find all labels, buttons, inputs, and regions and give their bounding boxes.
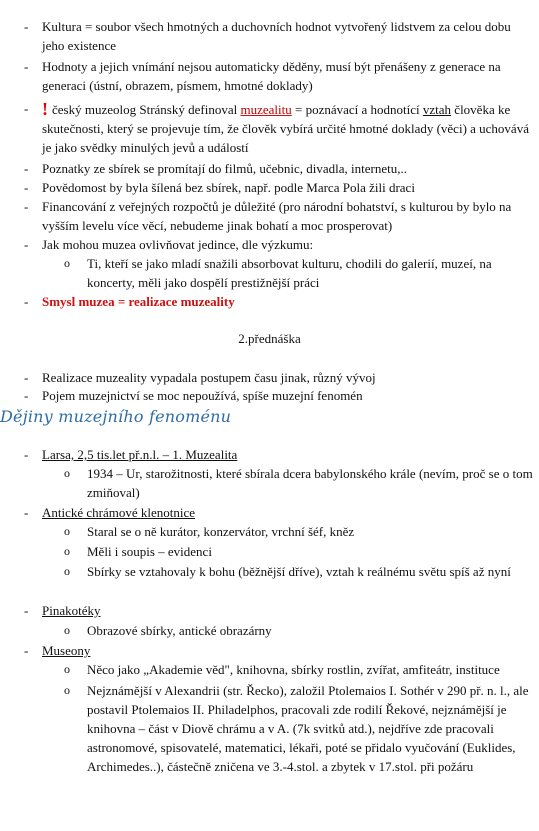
- circle-bullet: o: [64, 544, 70, 558]
- section-heading: Dějiny muzejního fenoménu: [0, 407, 232, 426]
- sub-list-item: o Nejznámější v Alexandrii (str. Řecko), založil Ptolemaios I. Sothér v 290 př. n. l., ale postavil Ptolemaios II. Philadelphos, pracovali zde rodilí Řekové, nejznámější je knihovna – část v Diově chrámu a v A. (7k svitků atd.), nejdříve zde pracovali astronomové, spisovatelé, matematici, lékaři, poté se přidalo vyučování (Euklides, Archimedes..), částečně zničena ve 3.-4.stol. a zbytek v 17.stol. při požáru: [64, 683, 529, 774]
- dash-bullet: -: [24, 237, 29, 252]
- sub-list-item: o Staral se o ně kurátor, konzervátor, vrchní šéf, kněz: [64, 524, 355, 539]
- dash-bullet: -: [24, 19, 29, 34]
- sub-list-item: o Obrazové sbírky, antické obrazárny: [64, 623, 272, 638]
- list-item: - Poznatky ze sbírek se promítají do filmů, učebnic, divadla, internetu,..: [24, 161, 407, 176]
- list-item: - Jak mohou muzea ovlivňovat jedince, dle výzkumu:: [24, 237, 314, 252]
- dash-bullet: -: [24, 294, 29, 309]
- dash-bullet: -: [24, 180, 29, 195]
- list-item: - Povědomost by byla šílená bez sbírek, např. podle Marca Pola žili draci: [24, 180, 415, 195]
- dash-bullet: -: [24, 603, 29, 618]
- dash-bullet: -: [24, 59, 29, 74]
- dash-bullet: -: [24, 161, 29, 176]
- circle-bullet: o: [64, 564, 70, 578]
- lecture-title: 2.přednáška: [238, 331, 301, 346]
- circle-bullet: o: [64, 466, 70, 480]
- list-item: - Realizace muzeality vypadala postupem času jinak, různý vývoj: [24, 370, 376, 385]
- sub-list-item: o Ti, kteří se jako mladí snažili absorbovat kulturu, chodili do galerií, muzeí, na koncerty, měli jako dospělí prestižnější práci: [64, 256, 492, 290]
- circle-bullet: o: [64, 256, 70, 270]
- dash-bullet: -: [24, 199, 29, 214]
- list-item: - Financování z veřejných rozpočtů je důležité (pro národní bohatství, s kulturou by bylo na vyšším levelu více věcí, nebudeme jinak bohatí a moc prosperovat): [24, 199, 512, 233]
- circle-bullet: o: [64, 623, 70, 637]
- circle-bullet: o: [64, 683, 70, 697]
- dash-bullet: -: [24, 101, 29, 116]
- circle-bullet: o: [64, 662, 70, 676]
- circle-bullet: o: [64, 524, 70, 538]
- sub-list-item: o 1934 – Ur, starožitnosti, které sbírala dcera babylonského krále (nevím, proč se o tom zmiňoval): [64, 466, 533, 500]
- sub-list-item: o Něco jako „Akademie věd", knihovna, sbírky rostlin, zvířat, amfiteátr, instituce: [64, 662, 500, 677]
- exclamation-icon: !: [42, 99, 48, 119]
- dash-bullet: -: [24, 388, 29, 403]
- list-item-larsa: - Larsa, 2,5 tis.let př.n.l. – 1. Muzealita: [24, 447, 238, 462]
- dash-bullet: -: [24, 447, 29, 462]
- list-item-smysl: - Smysl muzea = realizace muzeality: [24, 294, 235, 309]
- dash-bullet: -: [24, 370, 29, 385]
- muzealita-link[interactable]: muzealitu: [240, 102, 292, 117]
- list-item: - Hodnoty a jejich vnímání nejsou automaticky děděny, musí být přenášeny z generace na generaci (ústní, obrazem, písmem, hmotné doklady): [24, 59, 501, 93]
- sub-list-item: o Měli i soupis – evidenci: [64, 544, 212, 559]
- list-item: - Kultura = soubor všech hmotných a duchovních hodnot vytvořený lidstvem za celou dobu jeho existence: [24, 19, 511, 53]
- sub-list-item: o Sbírky se vztahovaly k bohu (běžnější dříve), vztah k reálnému světu spíš až nyní: [64, 564, 511, 579]
- dash-bullet: -: [24, 505, 29, 520]
- dash-bullet: -: [24, 643, 29, 658]
- list-item-antic: - Antické chrámové klenotnice: [24, 505, 196, 520]
- list-item: - Pojem muzejnictví se moc nepoužívá, spíše muzejní fenomén: [24, 388, 363, 403]
- list-item-muzealita: - ! český muzeolog Stránský definoval muzealitu = poznávací a hodnotící vztah člověka ke skutečnosti, který se projevuje tím, že člověk vybírá určité hmotné doklady (věci) a uchovává je jako svědky minulých jevů a událostí: [24, 99, 529, 155]
- list-item-pinakoteky: - Pinakotéky: [24, 603, 101, 618]
- list-item-museony: - Museony: [24, 643, 91, 658]
